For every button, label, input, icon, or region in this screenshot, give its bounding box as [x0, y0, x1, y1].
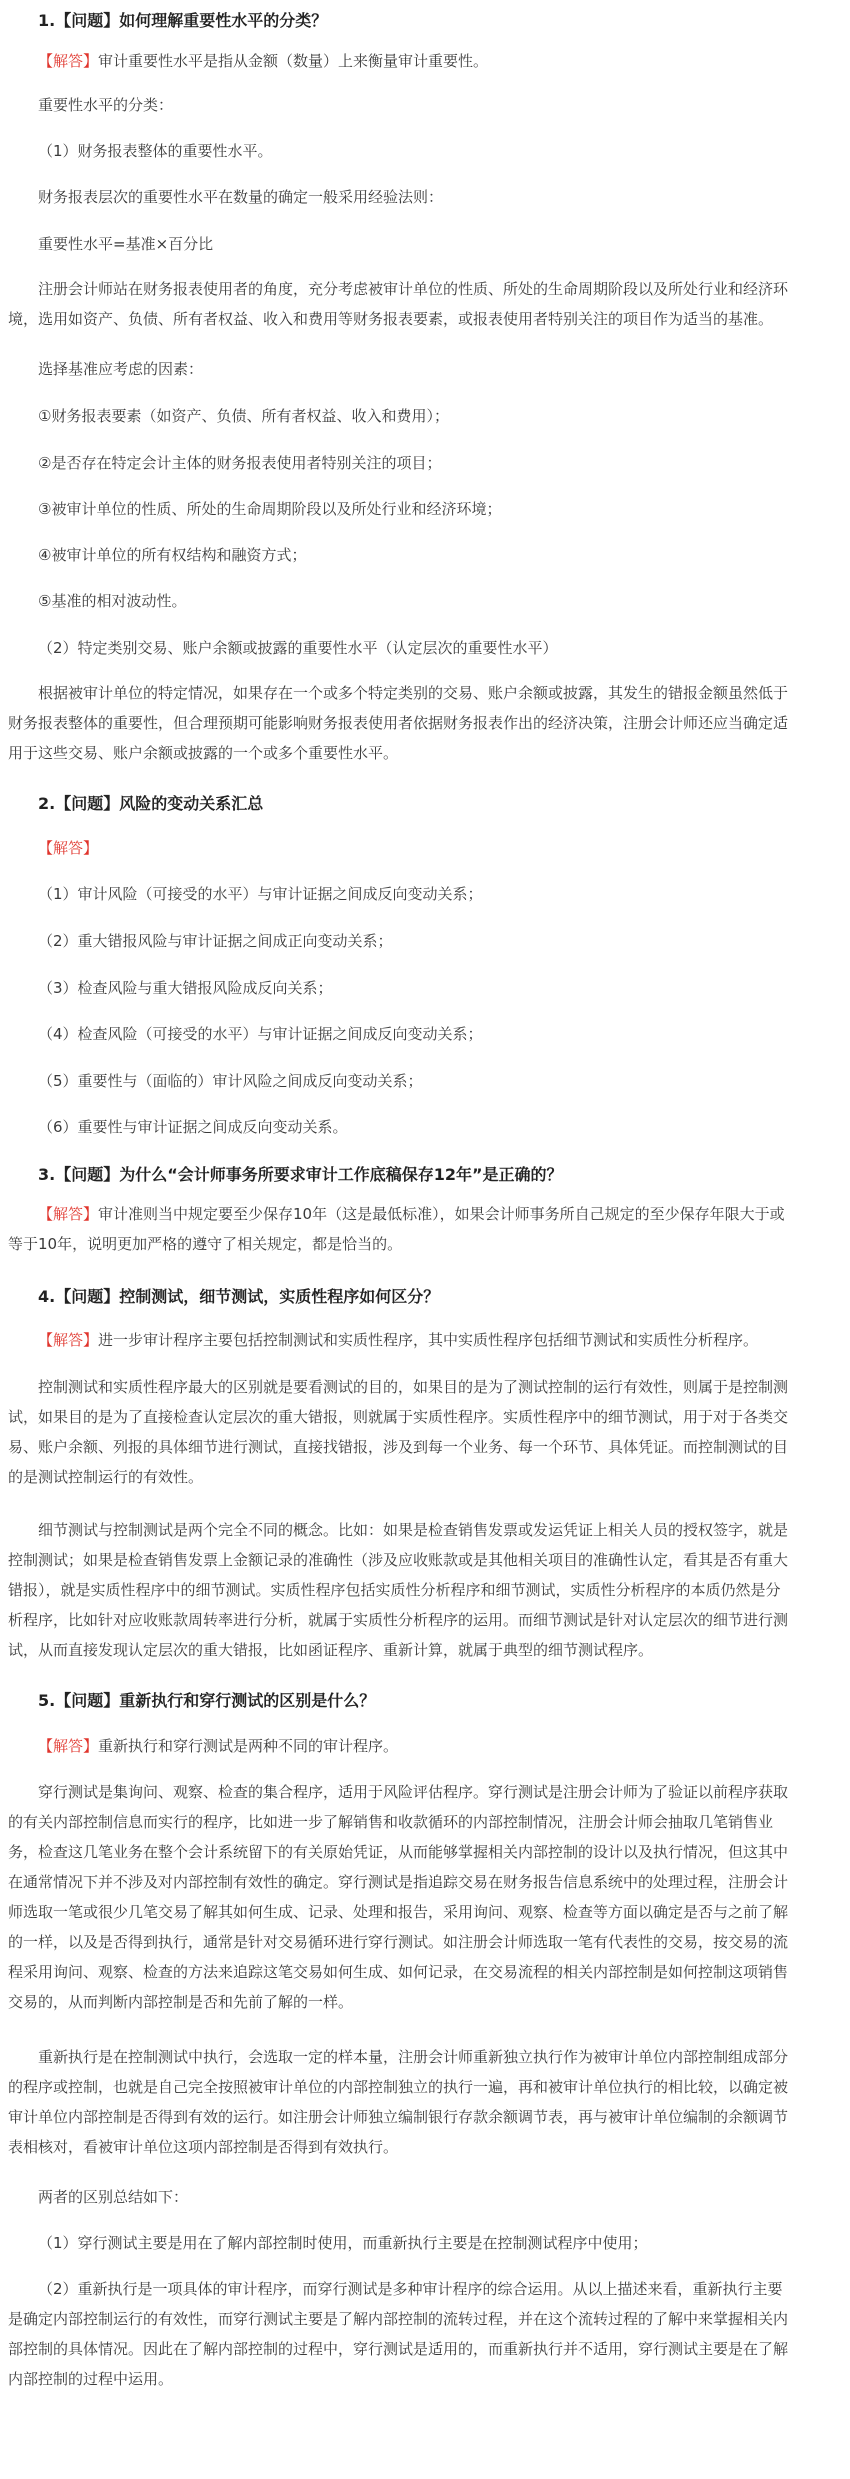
section-4-answer — [0, 1329, 850, 1350]
paragraph-line: 审计单位内部控制是否得到有效的运行。如注册会计师独立编制银行存款余额调节表，再与被审计单位编制的余额调节 — [8, 2108, 789, 2126]
paragraph-line: 程采用询问、观察、检查的方法来追踪这笔交易如何生成、如何记录，在交易流程的相关内部控制是如何控制这项销售 — [8, 1963, 789, 1981]
answer-text: 审计准则当中规定要至少保存10年（这是最低标准），如果会计师事务所自己规定的至少保存年限大于或 — [98, 1205, 785, 1223]
section-5-heading: 5.【问题】重新执行和穿行测试的区别是什么？ — [38, 1691, 376, 1710]
section-1-line: （1）财务报表整体的重要性水平。 — [38, 142, 273, 160]
section-3-heading: 3.【问题】为什么“会计师事务所要求审计工作底稿保存12年”是正确的？ — [38, 1165, 563, 1184]
section-2-line: （5）重要性与（面临的）审计风险之间成反向变动关系； — [38, 1072, 423, 1090]
section-5-answer — [0, 1735, 850, 1756]
section-1-line: （2）特定类别交易、账户余额或披露的重要性水平（认定层次的重要性水平） — [38, 639, 558, 657]
section-2-line: （4）检查风险（可接受的水平）与审计证据之间成反向变动关系； — [38, 1025, 483, 1043]
answer-tag: 【解答】 — [38, 1737, 99, 1755]
paragraph-line: 控制测试和实质性程序最大的区别就是要看测试的目的，如果目的是为了测试控制的运行有效性，则属于是控制测 — [38, 1378, 789, 1396]
section-1-line: ④被审计单位的所有权结构和融资方式； — [38, 546, 307, 564]
paragraph-line: 务，检查这几笔业务在整个会计系统留下的有关原始凭证，从而能够掌握相关内部控制的设计以及执行情况，但这其中 — [8, 1843, 789, 1861]
paragraph-line: 交易的，从而判断内部控制是否和先前了解的一样。 — [8, 1993, 354, 2011]
section-2-line: （2）重大错报风险与审计证据之间成正向变动关系； — [38, 932, 393, 950]
section-4-heading: 4.【问题】控制测试，细节测试，实质性程序如何区分？ — [38, 1287, 440, 1306]
paragraph-line: 在通常情况下并不涉及对内部控制有效性的确定。穿行测试是指追踪交易在财务报告信息系统中的处理过程，注册会计 — [8, 1873, 789, 1891]
paragraph-line: 等于10年，说明更加严格的遵守了相关规定，都是恰当的。 — [8, 1235, 403, 1253]
paragraph-line: 是确定内部控制运行的有效性，而穿行测试主要是了解内部控制的流转过程，并在这个流转过程的了解中来掌握相关内 — [8, 2310, 789, 2328]
section-1-line: ③被审计单位的性质、所处的生命周期阶段以及所处行业和经济环境； — [38, 500, 502, 518]
paragraph-line: 注册会计师站在财务报表使用者的角度，充分考虑被审计单位的性质、所处的生命周期阶段以及所处行业和经济环 — [38, 280, 789, 298]
section-5-paragraph — [0, 1777, 850, 2017]
section-5-line: （1）穿行测试主要是用在了解内部控制时使用，而重新执行主要是在控制测试程序中使用； — [38, 2234, 648, 2252]
section-1-paragraph — [0, 678, 850, 768]
paragraph-line: 财务报表整体的重要性，但合理预期可能影响财务报表使用者依据财务报表作出的经济决策，注册会计师还应当确定适 — [8, 714, 789, 732]
paragraph-line: 内部控制的过程中运用。 — [8, 2370, 174, 2388]
answer-text: 进一步审计程序主要包括控制测试和实质性程序，其中实质性程序包括细节测试和实质性分析程序。 — [98, 1331, 759, 1349]
paragraph-line: 的程序或控制，也就是自己完全按照被审计单位的内部控制独立的执行一遍，再和被审计单位执行的相比较，以确定被 — [8, 2078, 789, 2096]
paragraph-line: 的一样，以及是否得到执行，通常是针对交易循环进行穿行测试。如注册会计师选取一笔有代表性的交易，按交易的流 — [8, 1933, 789, 1951]
paragraph-line: 师选取一笔或很少几笔交易了解其如何生成、记录、处理和报告，采用询问、观察、检查等方面以确定是否与之前了解 — [8, 1903, 789, 1921]
paragraph-line: 用于这些交易、账户余额或披露的一个或多个重要性水平。 — [8, 744, 399, 762]
section-1-line: ②是否存在特定会计主体的财务报表使用者特别关注的项目； — [38, 454, 442, 472]
section-1-line: ⑤基准的相对波动性。 — [38, 592, 187, 610]
section-2-line: （1）审计风险（可接受的水平）与审计证据之间成反向变动关系； — [38, 885, 483, 903]
section-4-paragraph — [0, 1515, 850, 1665]
section-5-line: 两者的区别总结如下： — [38, 2188, 189, 2206]
paragraph-line: 的是测试控制运行的有效性。 — [8, 1468, 204, 1486]
section-1-heading: 1.【问题】如何理解重要性水平的分类？ — [38, 11, 328, 30]
paragraph-line: 的有关内部控制信息而实行的程序，比如进一步了解销售和收款循环的内部控制情况，注册会计师会抽取几笔销售业 — [8, 1813, 774, 1831]
section-1-line: 重要性水平的分类： — [38, 96, 174, 114]
paragraph-line: 部控制的具体情况。因此在了解内部控制的过程中，穿行测试是适用的，而重新执行并不适用，穿行测试主要是在了解 — [8, 2340, 789, 2358]
answer-tag: 【解答】 — [38, 839, 99, 857]
section-4-paragraph — [0, 1372, 850, 1492]
section-5-paragraph — [0, 2042, 850, 2162]
section-1-line: 重要性水平=基准×百分比 — [38, 235, 214, 253]
paragraph-line: 穿行测试是集询问、观察、检查的集合程序，适用于风险评估程序。穿行测试是注册会计师为了验证以前程序获取 — [38, 1783, 789, 1801]
answer-text: 重新执行和穿行测试是两种不同的审计程序。 — [98, 1737, 399, 1755]
section-1-line: 选择基准应考虑的因素： — [38, 360, 204, 378]
paragraph-line: 易、账户余额、列报的具体细节进行测试，直接找错报，涉及到每一个业务、每一个环节、具体凭证。而控制测试的目 — [8, 1438, 789, 1456]
section-3-paragraph — [0, 1199, 850, 1259]
section-1-answer — [0, 50, 850, 71]
answer-tag: 【解答】 — [38, 1331, 99, 1349]
section-5-paragraph — [0, 2274, 850, 2394]
paragraph-line: 根据被审计单位的特定情况，如果存在一个或多个特定类别的交易、账户余额或披露，其发生的错报金额虽然低于 — [38, 684, 789, 702]
section-2-heading: 2.【问题】风险的变动关系汇总 — [38, 794, 264, 813]
paragraph-line: 试，如果目的是为了直接检查认定层次的重大错报，则就属于实质性程序。实质性程序中的细节测试，用于对于各类交 — [8, 1408, 789, 1426]
answer-tag: 【解答】 — [38, 1205, 99, 1223]
section-2-answer — [0, 837, 850, 858]
paragraph-line — [8, 1199, 830, 1229]
paragraph-line: 细节测试与控制测试是两个完全不同的概念。比如：如果是检查销售发票或发运凭证上相关人员的授权签字，就是 — [38, 1521, 789, 1539]
section-1-line: ①财务报表要素（如资产、负债、所有者权益、收入和费用）； — [38, 407, 449, 425]
paragraph-line: 试，从而直接发现认定层次的重大错报，比如函证程序、重新计算，就属于典型的细节测试程序。 — [8, 1641, 654, 1659]
paragraph-line: 析程序，比如针对应收账款周转率进行分析，就属于实质性分析程序的运用。而细节测试是针对认定层次的细节进行测 — [8, 1611, 789, 1629]
answer-text: 审计重要性水平是指从金额（数量）上来衡量审计重要性。 — [98, 52, 489, 70]
section-2-line: （3）检查风险与重大错报风险成反向关系； — [38, 979, 333, 997]
paragraph-line: 重新执行是在控制测试中执行，会选取一定的样本量，注册会计师重新独立执行作为被审计单位内部控制组成部分 — [38, 2048, 789, 2066]
paragraph-line: （2）重新执行是一项具体的审计程序，而穿行测试是多种审计程序的综合运用。从以上描述来看，重新执行主要 — [38, 2280, 783, 2298]
section-1-paragraph — [0, 274, 850, 334]
paragraph-line: 错报），就是实质性程序中的细节测试。实质性程序包括实质性分析程序和细节测试，实质性分析程序的本质仍然是分 — [8, 1581, 781, 1599]
paragraph-line: 控制测试；如果是检查销售发票上金额记录的准确性（涉及应收账款或是其他相关项目的准确性认定，看其是否有重大 — [8, 1551, 789, 1569]
answer-tag: 【解答】 — [38, 52, 99, 70]
paragraph-line: 境，选用如资产、负债、所有者权益、收入和费用等财务报表要素，或报表使用者特别关注的项目作为适当的基准。 — [8, 310, 774, 328]
section-1-line: 财务报表层次的重要性水平在数量的确定一般采用经验法则： — [38, 188, 444, 206]
paragraph-line: 表相核对，看被审计单位这项内部控制是否得到有效执行。 — [8, 2138, 399, 2156]
section-2-line: （6）重要性与审计证据之间成反向变动关系。 — [38, 1118, 348, 1136]
